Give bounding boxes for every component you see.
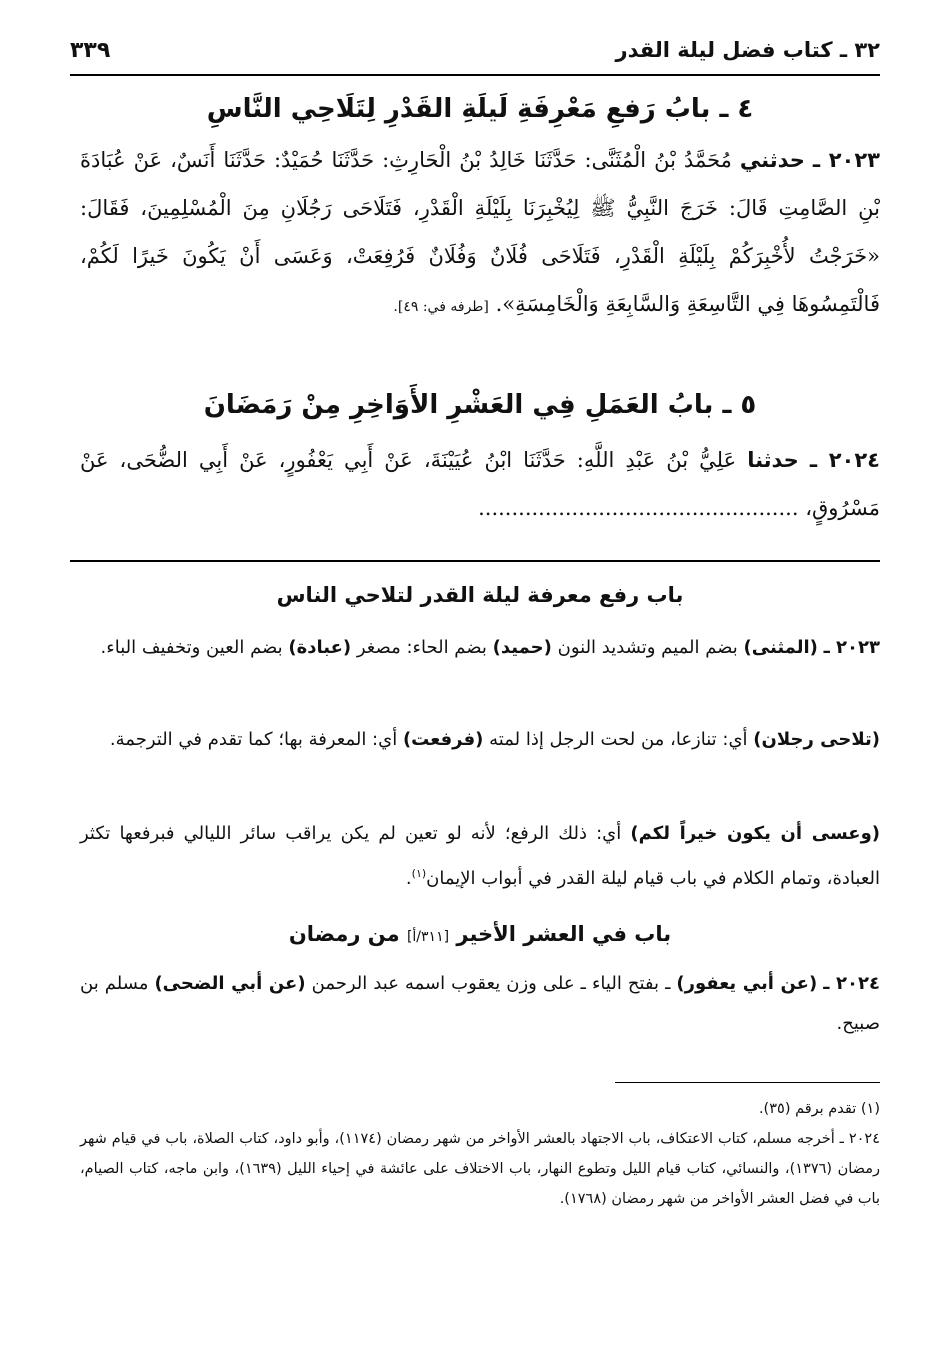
commentary-p4-text-1: ـ بفتح الياء ـ على وزن يعقوب اسمه عبد الرحمن	[311, 973, 671, 994]
hadith-2024-dots: ................................................	[478, 496, 799, 520]
hadith-2023-opening: حدثني	[739, 148, 805, 172]
footnote-reference-1[interactable]: (١)	[411, 867, 427, 880]
header-chapter-title: ٣٢ ـ كتاب فضل ليلة القدر	[615, 38, 880, 62]
commentary-paragraph-1	[80, 628, 880, 668]
commentary-p3-text-1: أي: ذلك الرفع؛ لأنه لو تعين لم يكن يراقب سائر الليالي فبرفعها تكثر العبادة، وتمام الكلام في باب قيام ليلة القدر في أبواب الإيمان	[80, 823, 880, 889]
hadith-2023-number: ٢٠٢٣ ـ	[812, 148, 880, 172]
commentary-p1-text-2: بضم الحاء: مصغر	[356, 637, 487, 658]
commentary-p1-term-1: (المثنى)	[743, 637, 818, 658]
commentary-p4-term-2: (عن أبي الضحى)	[154, 973, 306, 994]
hadith-2023-text: مُحَمَّدُ بْنُ الْمُثَنَّى: حَدَّثَنَا خَالِدُ بْنُ الْحَارِثِ: حَدَّثَنَا حُمَيْدٌ: حَدَّثَنَا أَنَسٌ، عَنْ عُبَادَةَ بْنِ الصَّامِتِ قَالَ: خَرَجَ النَّبِيُّ ﷺ لِيُخْبِرَنَا بِلَيْلَةِ الْقَدْرِ، فَتَلَاحَى رَجُلَانِ مِنَ الْمُسْلِمِينَ، فَقَالَ: «خَرَجْتُ لأُخْبِرَكُمْ بِلَيْلَةِ الْقَدْرِ، فَتَلَاحَى فُلَانٌ وَفُلَانٌ فَرُفِعَتْ، وَعَسَى أَنْ يَكُونَ خَيرًا لَكُمْ، فَالْتَمِسُوهَا فِي التَّاسِعَةِ وَالسَّابِعَةِ وَالْخَامِسَةِ».	[80, 148, 880, 316]
running-header	[70, 38, 880, 76]
footnote-1: (١) تقدم برقم (٣٥).	[758, 1101, 880, 1117]
commentary-paragraph-2	[80, 720, 880, 760]
commentary-heading-2	[80, 922, 880, 946]
commentary-p1-term-3: (عبادة)	[288, 637, 352, 658]
chapter-4-title: ٤ ـ بابُ رَفعِ مَعْرِفَةِ لَيلَةِ القَدْرِ لِتَلَاحِي النَّاسِ	[206, 94, 754, 124]
commentary-p4-text-2: مسلم بن صبيح.	[80, 973, 880, 1034]
chapter-5-title: ٥ ـ بابُ العَمَلِ فِي العَشْرِ الأَوَاخِرِ مِنْ رَمَضَانَ	[203, 390, 757, 420]
commentary-paragraph-4	[80, 964, 880, 1044]
commentary-p2-term-1: (تلاحى رجلان)	[753, 729, 880, 750]
manuscript-folio-ref: [٣١١/أ]	[406, 929, 450, 945]
commentary-p3-term-1: (وعسى أن يكون خيراً لكم)	[630, 823, 880, 844]
commentary-p1-text-3: بضم العين وتخفيف الباء.	[100, 637, 283, 658]
hadith-2023-cross-ref: [طرفه في: ٤٩].	[393, 299, 489, 315]
commentary-heading-1: باب رفع معرفة ليلة القدر لتلاحي الناس	[276, 583, 684, 607]
page-number: ٣٣٩	[70, 38, 111, 63]
commentary-p4-number: ٢٠٢٤ ـ	[823, 973, 880, 994]
footnotes	[80, 1094, 880, 1214]
hadith-2023	[80, 136, 880, 331]
commentary-p3-end: .	[405, 868, 412, 889]
commentary-p4-term-1: (عن أبي يعفور)	[676, 973, 818, 994]
hadith-2024-number: ٢٠٢٤ ـ	[809, 448, 880, 472]
commentary-paragraph-3	[80, 814, 880, 899]
commentary-heading-2-text: باب في العشر الأخير	[456, 922, 672, 946]
footnote-2024: ٢٠٢٤ ـ أخرجه مسلم، كتاب الاعتكاف، باب الاجتهاد بالعشر الأواخر من شهر رمضان (١١٧٤)، وأبو داود، كتاب الصلاة، باب في قيام شهر رمضان (١٣٧٦)، والنسائي، كتاب قيام الليل وتطوع النهار، باب الاختلاف على عائشة في إحياء الليل (١٦٣٩)، وابن ماجه، كتاب الصيام، باب في فضل العشر الأواخر من شهر رمضان (١٧٦٨).	[80, 1131, 880, 1207]
footnote-separator	[615, 1082, 880, 1083]
commentary-p2-text-2: أي: المعرفة بها؛ كما تقدم في الترجمة.	[109, 729, 398, 750]
commentary-p1-text-1: بضم الميم وتشديد النون	[557, 637, 738, 658]
hadith-2024	[80, 436, 880, 532]
commentary-p2-text-1: أي: تنازعا، من لحت الرجل إذا لمته	[489, 729, 748, 750]
hadith-2024-text: عَلِيُّ بْنُ عَبْدِ اللَّهِ: حَدَّثَنَا ابْنُ عُيَيْنَةَ، عَنْ أَبِي يَعْفُورٍ، عَنْ أَبِي الضُّحَى، عَنْ مَسْرُوقٍ،	[80, 448, 880, 520]
text-commentary-divider	[70, 560, 880, 562]
commentary-p2-term-2: (فرفعت)	[402, 729, 484, 750]
commentary-p1-number: ٢٠٢٣ ـ	[823, 637, 880, 658]
hadith-2024-opening: حدثنا	[747, 448, 799, 472]
commentary-p1-term-2: (حميد)	[492, 637, 552, 658]
commentary-heading-2-end: من رمضان	[288, 922, 400, 946]
